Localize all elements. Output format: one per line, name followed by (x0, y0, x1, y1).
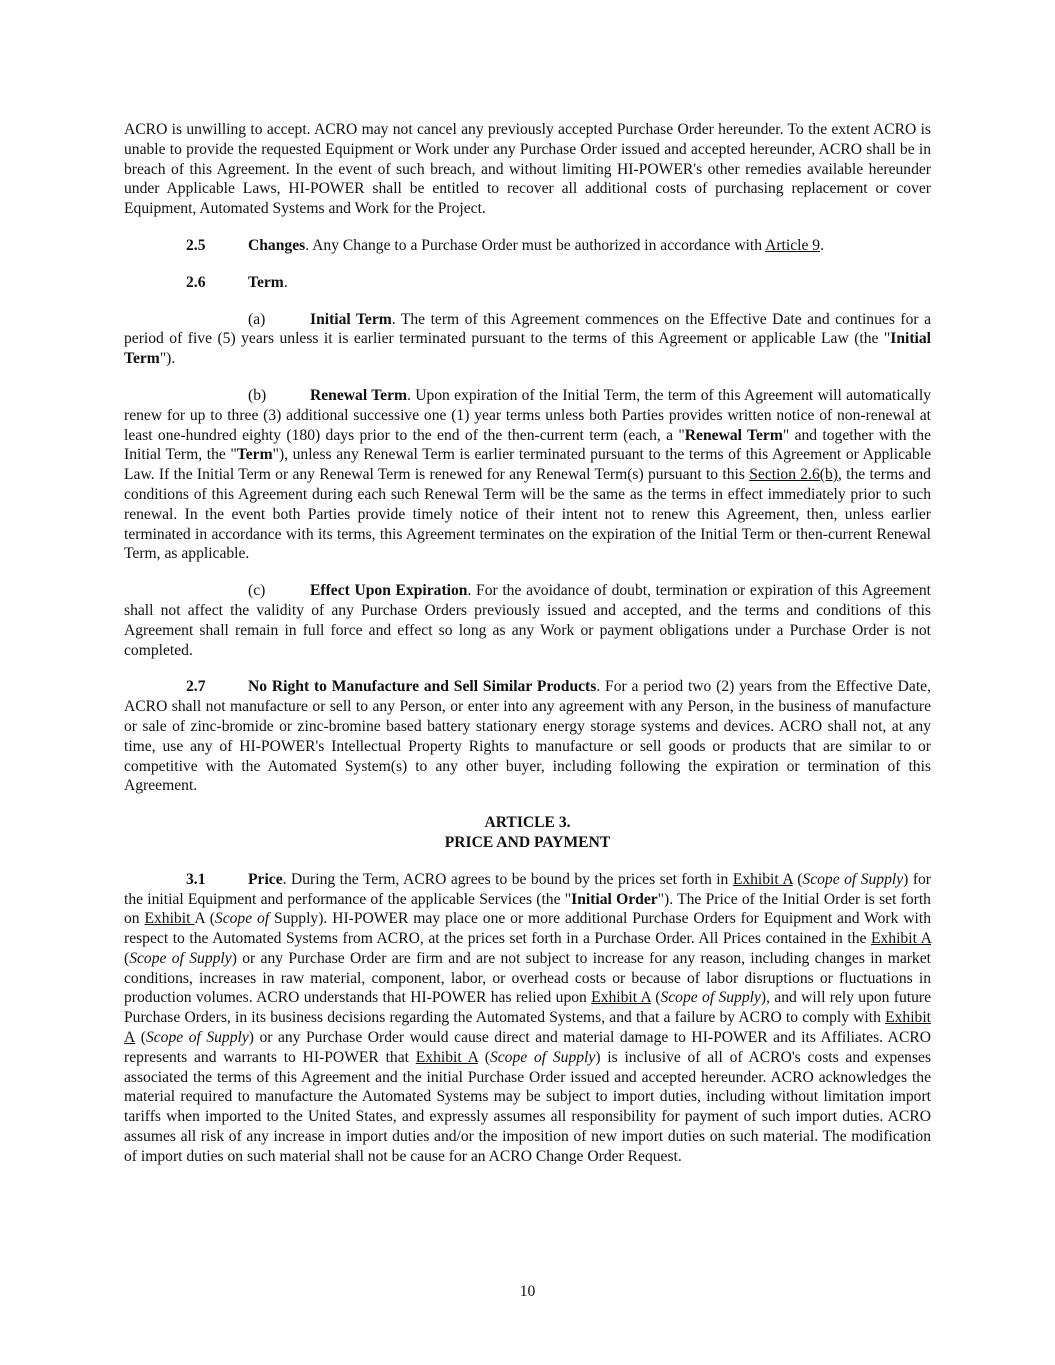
exhibit-link[interactable]: Exhibit A (591, 989, 651, 1007)
article-title: PRICE AND PAYMENT (444, 833, 611, 851)
section-number: 3.1 (186, 870, 206, 888)
section-text: ) or any Purchase Order would cause direct and material damage to HI-POWER and its Affiliates. ACRO represents and warrants to HI-POWER that (124, 1029, 932, 1066)
section-heading: Term (248, 273, 284, 291)
subsection-text: . Upon expiration of the Initial Term, the term of this Agreement will automatically renew for up to three (3) additional successive one (1) year terms unless both Parties provides written notice of non-renewal at least one-hundred eighty (180) days prior to the end of the then-current term (each, a " (124, 386, 931, 444)
section-text: Supply). HI-POWER may place one or more additional Purchase Orders for Equipment and Work with respect to the Automated Systems from ACRO, at the prices set forth in a Purchase Order. All Prices contained in the (124, 910, 932, 948)
defined-term: Renewal Term (684, 426, 783, 444)
subsection-text: "), unless any Renewal Term is earlier terminated pursuant to the terms of this Agreement or Applicable Law. If the Initial Term or any Renewal Term is renewed for any Renewal Term(s) pursuant to this (124, 446, 931, 484)
scope-term: Scope of Supply (489, 1048, 596, 1066)
exhibit-link[interactable]: Exhibit A (732, 870, 793, 888)
cross-reference-link[interactable]: Section 2.6(b) (749, 466, 838, 484)
scope-term: Scope of Supply (802, 870, 904, 888)
exhibit-link[interactable]: Exhibit A (124, 1009, 931, 1047)
page-number: 10 (519, 1283, 536, 1300)
article-heading (124, 813, 931, 853)
subsection-label: (a) (248, 310, 266, 328)
exhibit-link[interactable]: Exhibit A (415, 1048, 478, 1066)
subsection-label: (b) (248, 386, 267, 404)
section-2-7 (124, 677, 931, 796)
subsection-text: " and together with the Initial Term, the " (124, 426, 932, 464)
subsection-2-6-b (124, 386, 931, 564)
cross-reference-link[interactable]: Article 9 (765, 236, 821, 254)
section-text: ), and will rely upon future Purchase Orders, in its business decisions regarding the Automated Systems, and that a failure by ACRO to comply with (124, 989, 932, 1027)
section-heading: Price (248, 870, 283, 888)
section-2-5 (124, 236, 931, 256)
scope-term: Scope of Supply (145, 1029, 249, 1047)
section-text: ) for the initial Equipment and performance of the applicable Services (the " (124, 870, 931, 908)
section-text: "). The Price of the Initial Order is set forth on (124, 890, 931, 928)
subsection-text: "). (159, 350, 176, 368)
section-text: . During the Term, ACRO agrees to be bound by the prices set forth in (282, 870, 733, 888)
section-text: . For a period two (2) years from the Effective Date, ACRO shall not manufacture or sell to any Person, or enter into any agreement with any Person, in the business of manufacture or sale of zinc-bromide or zinc-bromine based battery stationary energy storage systems and devices. ACRO shall not, at any time, use any of HI-POWER's Intellectual Property Rights to manufacture or sell goods or products that are similar to or competitive with the Automated System(s) to any other buyer, including following the expiration or termination of this Agreement. (124, 678, 931, 795)
scope-term: Scope of (214, 910, 270, 928)
exhibit-link[interactable]: Exhibit (144, 910, 195, 928)
subsection-heading: Initial Term (310, 310, 392, 328)
section-text: ) is inclusive of all of ACRO's costs and expenses associated the terms of this Agreement and the initial Purchase Order issued and accepted hereunder. ACRO acknowledges the material required to manufacture the Automated Systems may be subject to import duties, including without limitation import tariffs when imported to the United States, and expressly assumes all responsibility for payment of such import duties. ACRO assumes all risk of any increase in import duties and/or the imposition of new import duties on such material. The modification of import duties on such material shall not be cause for an ACRO Change Order Request. (124, 1048, 932, 1165)
scope-term: Scope of Supply (129, 949, 232, 967)
subsection-text: . For the avoidance of doubt, termination or expiration of this Agreement shall not affect the validity of any Purchase Orders previously issued and accepted, and the terms and conditions of this Agreement shall remain in full force and effect so long as any Work or payment obligations under a Purchase Order is not completed. (124, 582, 931, 659)
exhibit-letter: A (194, 910, 205, 928)
subsection-2-6-a (124, 310, 931, 369)
section-2-6 (124, 273, 931, 293)
section-text: . (283, 273, 288, 291)
section-heading: Changes (248, 236, 306, 254)
section-text: . (820, 236, 824, 254)
section-number: 2.7 (186, 678, 206, 696)
defined-term: Term (236, 446, 273, 464)
scope-term: Scope of Supply (660, 989, 761, 1007)
subsection-2-6-c (124, 581, 931, 660)
section-number: 2.5 (186, 236, 206, 254)
section-3-1: 3.1 Price. During the Term, ACRO agrees to be bound by the prices set forth in Exhibit A (Scope of Supply) for the initial Equipment and performance of the applicable Services (the "Initial Order"). The Price of the Initial Order is set forth on Exhibit A (Scope of Supply). HI-POWER may place one or more additional Purchase Orders for Equipment and Work with respect to the Automated Systems from ACRO, at the prices set forth in a Purchase Order. All Prices contained in the Exhibit A (Scope of Supply) or any Purchase Order are firm and are not subject to increase for any reason, including changes in market conditions, increases in raw material, component, labor, or overhead costs or because of labor disruptions or fluctuations in production volumes. ACRO understands that HI-POWER has relied upon Exhibit A (Scope of Supply), and will rely upon future Purchase Orders, in its business decisions regarding the Automated Systems, and that a failure by ACRO to comply with Exhibit A (Scope of Supply) or any Purchase Order would cause direct and material damage to HI-POWER and its Affiliates. ACRO represents and warrants to HI-POWER that Exhibit A (Scope of Supply) is inclusive of all of ACRO's costs and expenses associated the terms of this Agreement and the initial Purchase Order issued and accepted hereunder. ACRO acknowledges the material required to manufacture the Automated Systems may be subject to import duties, including without limitation import tariffs when imported to the United States, and expressly assumes all responsibility for payment of such import duties. ACRO assumes all risk of any increase in import duties and/or the imposition of new import duties on such material. The modification of import duties on such material shall not be cause for an ACRO Change Order Request. (124, 870, 932, 1165)
subsection-text: , the terms and conditions of this Agreement during each such Renewal Term will be the same as the terms in effect immediately prior to such renewal. In the event both Parties provide timely notice of their intent not to renew this Agreement, then, unless earlier terminated in accordance with its terms, this Agreement terminates on the expiration of the Initial Term or then-current Renewal Term, as applicable. (124, 466, 931, 563)
subsection-text: . The term of this Agreement commences on the Effective Date and continues for a period of five (5) years unless it is earlier terminated pursuant to the terms of this Agreement or applicable Law (the " (124, 310, 931, 348)
section-text: . Any Change to a Purchase Order must be authorized in accordance with (305, 236, 766, 254)
section-text: ) or any Purchase Order are firm and are not subject to increase for any reason, including changes in market conditions, increases in raw material, component, labor, or overhead costs or because of labor disruptions or fluctuations in production volumes. ACRO understands that HI-POWER has relied upon (124, 949, 931, 1007)
subsection-heading: Effect Upon Expiration (310, 582, 468, 600)
article-number: ARTICLE 3. (484, 814, 571, 832)
subsection-heading: Renewal Term (310, 386, 407, 404)
defined-term: Initial Order (571, 890, 658, 908)
defined-term: Initial Term (124, 330, 931, 368)
exhibit-link[interactable]: Exhibit A (870, 930, 931, 948)
section-number: 2.6 (186, 273, 206, 291)
section-heading: No Right to Manufacture and Sell Similar Products (248, 678, 597, 696)
subsection-label: (c) (248, 582, 266, 600)
continuation-paragraph: ACRO is unwilling to accept. ACRO may not cancel any previously accepted Purchase Order hereunder. To the extent ACRO is unable to provide the requested Equipment or Work under any Purchase Order issued and accepted hereunder, ACRO shall be in breach of this Agreement. In the event of such breach, and without limiting HI-POWER's other remedies available hereunder under Applicable Laws, HI-POWER shall be entitled to recover all additional costs of purchasing replacement or cover Equipment, Automated Systems and Work for the Project. (124, 121, 931, 218)
document-page (124, 120, 931, 1184)
